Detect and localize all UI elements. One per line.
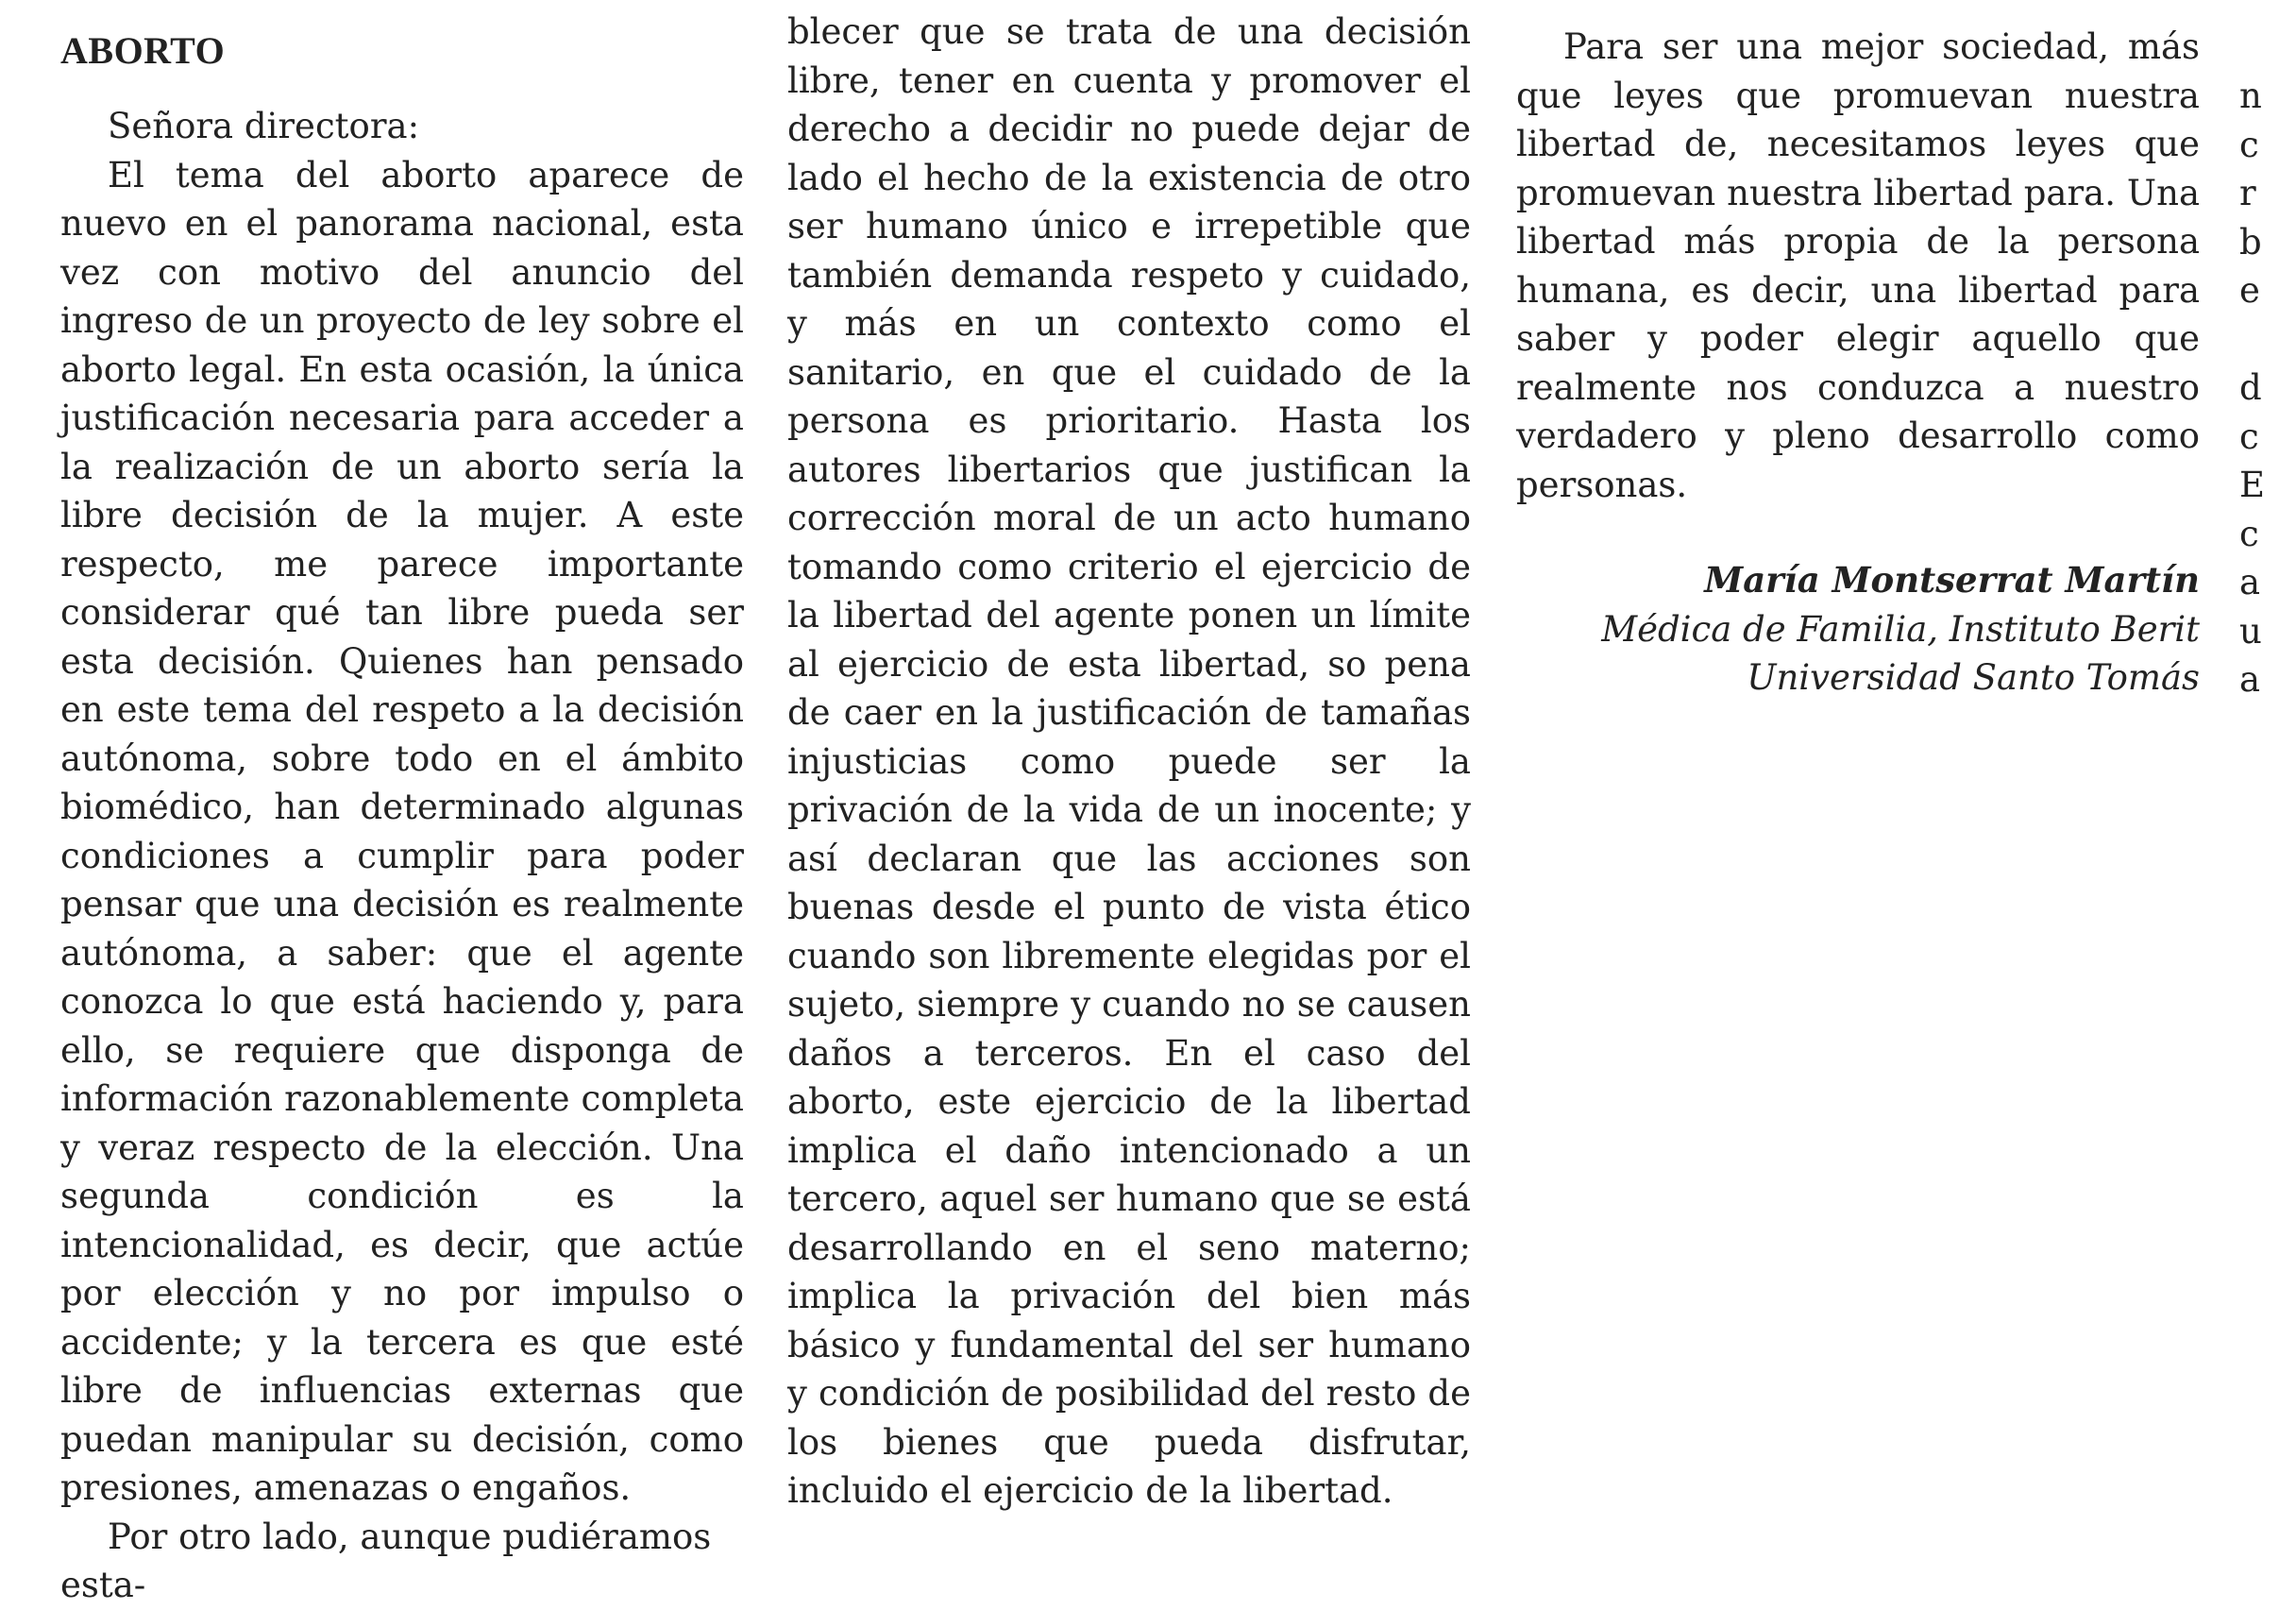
edge-fragment: e bbox=[2239, 270, 2260, 311]
edge-fragment: b bbox=[2239, 221, 2262, 263]
letter-paragraph-1: El tema del aborto aparece de nuevo en el panorama nacional, esta vez con motivo del anuncio del ingreso de un proyecto de ley sobre el aborto legal. En esta ocasión, la única justificación necesaria para acceder a la realización de un aborto sería la libre decisión de la mujer. A este respecto, me parece importante considerar qué tan libre pueda ser esta decisión. Quienes han pensado en este tema del respeto a la decisión autónoma, sobre todo en el ámbito biomédico, han determinado algunas condiciones a cumplir para poder pensar que una decisión es realmente autónoma, a saber: que el agente conozca lo que está haciendo y, para ello, se requiere que disponga de información razonablemente completa y veraz respecto de la elección. Una segunda condición es la intencionalidad, es decir, que actúe por elección y no por impulso o accidente; y la tercera es que esté libre de influencias externas que puedan manipular su decisión, como presiones, amenazas o engaños. bbox=[60, 154, 744, 1508]
edge-fragment bbox=[2239, 315, 2296, 364]
letter-paragraph-2-start: Por otro lado, aunque pudiéramos esta- bbox=[60, 1516, 712, 1605]
signature-name: María Montserrat Martín bbox=[1704, 559, 2200, 601]
edge-fragment: a bbox=[2239, 562, 2261, 602]
edge-fragment: E bbox=[2239, 465, 2266, 505]
edge-fragment: r bbox=[2239, 173, 2256, 213]
edge-fragment: c bbox=[2239, 513, 2259, 554]
edge-fragment: c bbox=[2239, 124, 2259, 165]
edge-fragment: d bbox=[2239, 367, 2262, 408]
letter-paragraph-2-continued: blecer que se trata de una decisión libre, tener en cuenta y promover el derecho a decidir no puede dejar de lado el hecho de la existencia de otro ser humano único e irrepetible que también demanda respeto y cuidado, y más en un contexto como el sanitario, en que el cuidado de la persona es prioritario. Hasta los autores libertarios que justifican la corrección moral de un acto humano tomando como criterio el ejercicio de la libertad del agente ponen un límite al ejercicio de esta libertad, so pena de caer en la justificación de tamañas injusticias como puede ser la privación de la vida de un inocente; y así declaran que las acciones son buenas desde el punto de vista ético cuando son libremente elegidas por el sujeto, siempre y cuando no se causen daños a terceros. En el caso del aborto, este ejercicio de la libertad implica el daño intencionado a un tercero, aquel ser humano que se está desarrollando en el seno materno; implica la privación del bien más básico y fundamental del ser humano y condición de posibilidad del resto de los bienes que pueda disfrutar, incluido el ejercicio de la libertad. bbox=[787, 11, 1471, 1511]
signature-institution: Universidad Santo Tomás bbox=[1747, 657, 2200, 698]
column-1 bbox=[60, 23, 744, 1610]
adjacent-column-edge bbox=[2239, 72, 2296, 704]
signature-role: Médica de Familia, Instituto Berit bbox=[1601, 608, 2200, 650]
edge-fragment: n bbox=[2239, 76, 2262, 116]
letter-signature bbox=[1516, 556, 2200, 703]
edge-fragment: a bbox=[2239, 659, 2261, 700]
edge-fragment: c bbox=[2239, 415, 2259, 457]
letter-paragraph-3: Para ser una mejor sociedad, más que leyes que promuevan nuestra libertad de, necesitamos leyes que promuevan nuestra libertad para. Una libertad más propia de la persona humana, es decir, una libertad para saber y poder elegir aquello que realmente nos conduzca a nuestro verdadero y pleno desarrollo como personas. bbox=[1516, 26, 2200, 505]
letter-salutation: Señora directora: bbox=[108, 106, 420, 146]
letter-heading: ABORTO bbox=[60, 29, 226, 72]
column-2 bbox=[787, 8, 1471, 1516]
column-3 bbox=[1516, 23, 2200, 703]
edge-fragment: u bbox=[2239, 610, 2262, 652]
